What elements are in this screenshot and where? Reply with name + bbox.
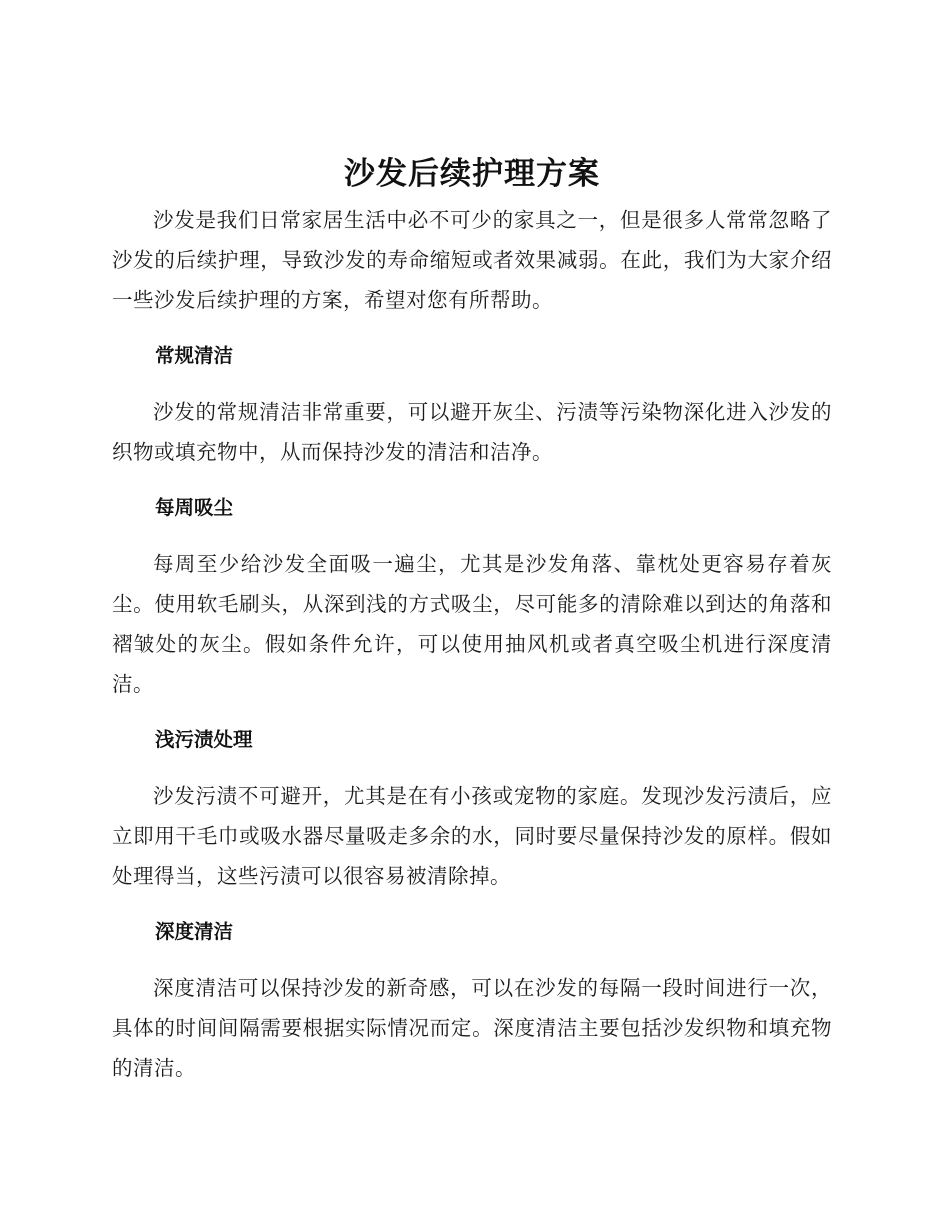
document-title: 沙发后续护理方案 — [344, 156, 600, 192]
section-body-light-stain: 沙发污渍不可避开，尤其是在有小孩或宠物的家庭。发现沙发污渍后，应立即用干毛巾或吸水器尽量吸走多余的水，同时要尽量保持沙发的原样。假如处理得当，这些污渍可以很容易被清除掉。 — [112, 784, 832, 888]
section-body-weekly-vacuum: 每周至少给沙发全面吸一遍尘，尤其是沙发角落、靠枕处更容易存着灰尘。使用软毛刷头，从深到浅的方式吸尘，尽可能多的清除难以到达的角落和褶皱处的灰尘。假如条件允许，可以使用抽风机或者真空吸尘机进行深度清洁。 — [112, 552, 832, 696]
section-heading-regular-cleaning: 常规清洁 — [155, 344, 234, 367]
section-heading-deep-cleaning: 深度清洁 — [155, 920, 234, 943]
section-body-regular-cleaning: 沙发的常规清洁非常重要，可以避开灰尘、污渍等污染物深化进入沙发的织物或填充物中，从而保持沙发的清洁和洁净。 — [112, 400, 832, 464]
intro-paragraph: 沙发是我们日常家居生活中必不可少的家具之一，但是很多人常常忽略了沙发的后续护理，导致沙发的寿命缩短或者效果减弱。在此，我们为大家介绍一些沙发后续护理的方案，希望对您有所帮助。 — [112, 208, 832, 312]
section-body-deep-cleaning: 深度清洁可以保持沙发的新奇感，可以在沙发的每隔一段时间进行一次，具体的时间间隔需要根据实际情况而定。深度清洁主要包括沙发织物和填充物的清洁。 — [112, 976, 832, 1080]
section-heading-weekly-vacuum: 每周吸尘 — [155, 496, 234, 519]
section-heading-light-stain: 浅污渍处理 — [155, 728, 253, 751]
